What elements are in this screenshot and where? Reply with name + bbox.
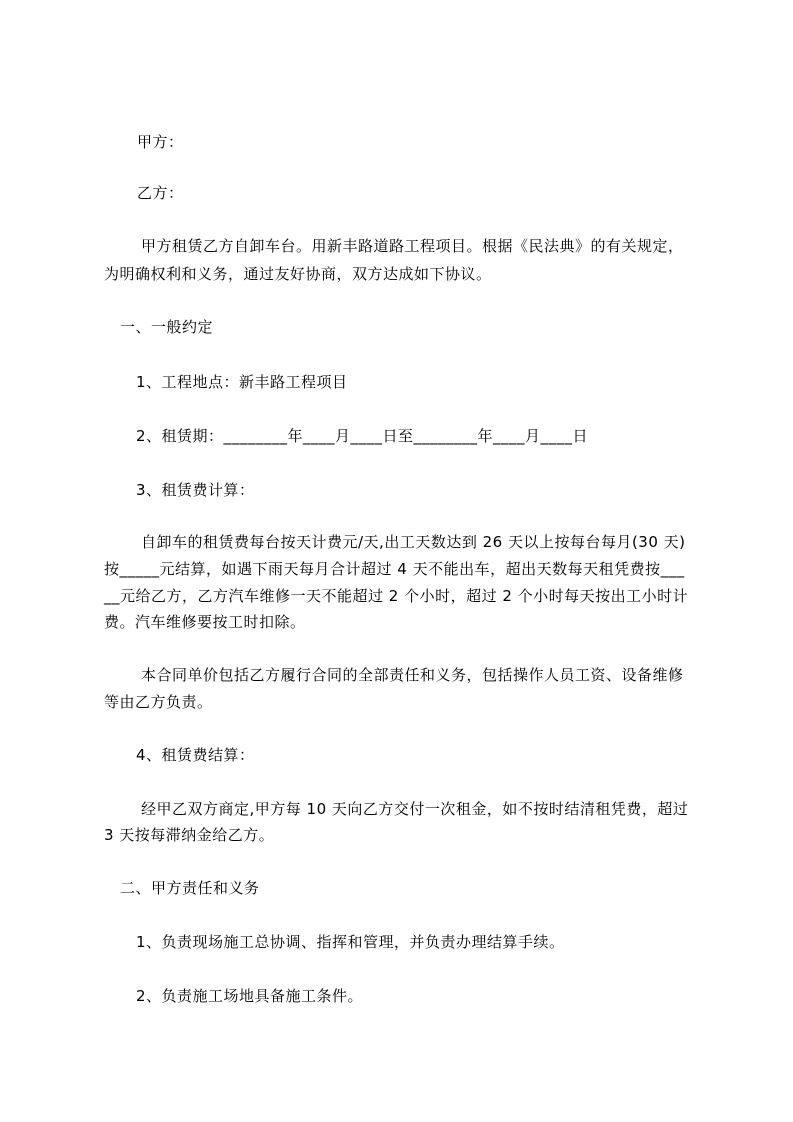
intro-line-1: 甲方租赁乙方自卸车台。用新丰路道路工程项目。根据《民法典》的有关规定， <box>141 237 684 255</box>
section-2-item-2: 2、负责施工场地具备施工条件。 <box>136 987 364 1005</box>
party-b-label: 乙方： <box>137 184 184 202</box>
fee-line-2: 按_____元结算，如遇下雨天每月合计超过 4 天不能出车，超出天数每天租凭费按___ <box>104 560 685 578</box>
section-2-title: 二、甲方责任和义务 <box>120 879 260 897</box>
settle-line-2: 3 天按每滞纳金给乙方。 <box>104 826 275 844</box>
intro-line-2: 为明确权利和义务，通过友好协商，双方达成如下协议。 <box>104 265 492 283</box>
fee-line-1: 自卸车的租赁费每台按天计费元/天,出工天数达到 26 天以上按每台每月(30 天) <box>141 533 686 551</box>
fee-line-4: 费。汽车维修要按工时扣除。 <box>104 613 306 631</box>
section-1-item-1: 1、工程地点：新丰路工程项目 <box>136 373 348 391</box>
fee-line-3: __元给乙方，乙方汽车维修一天不能超过 2 个小时，超过 2 个小时每天按出工小时计 <box>104 587 689 605</box>
settle-line-1: 经甲乙双方商定,甲方每 10 天向乙方交付一次租金，如不按时结清租凭费，超过 <box>141 800 689 818</box>
section-1-title: 一、一般约定 <box>120 318 214 336</box>
section-1-item-3: 3、租赁费计算： <box>136 481 255 499</box>
party-a-label: 甲方： <box>137 133 184 151</box>
price-line-1: 本合同单价包括乙方履行合同的全部责任和义务，包括操作人员工资、设备维修 <box>141 666 684 684</box>
section-2-item-1: 1、负责现场施工总协调、指挥和管理，并负责办理结算手续。 <box>136 933 565 951</box>
section-1-item-4: 4、租赁费结算： <box>136 746 255 764</box>
price-line-2: 等由乙方负责。 <box>104 693 213 711</box>
section-1-item-2: 2、租赁期：________年____月____日至________年____月____日 <box>136 427 589 445</box>
